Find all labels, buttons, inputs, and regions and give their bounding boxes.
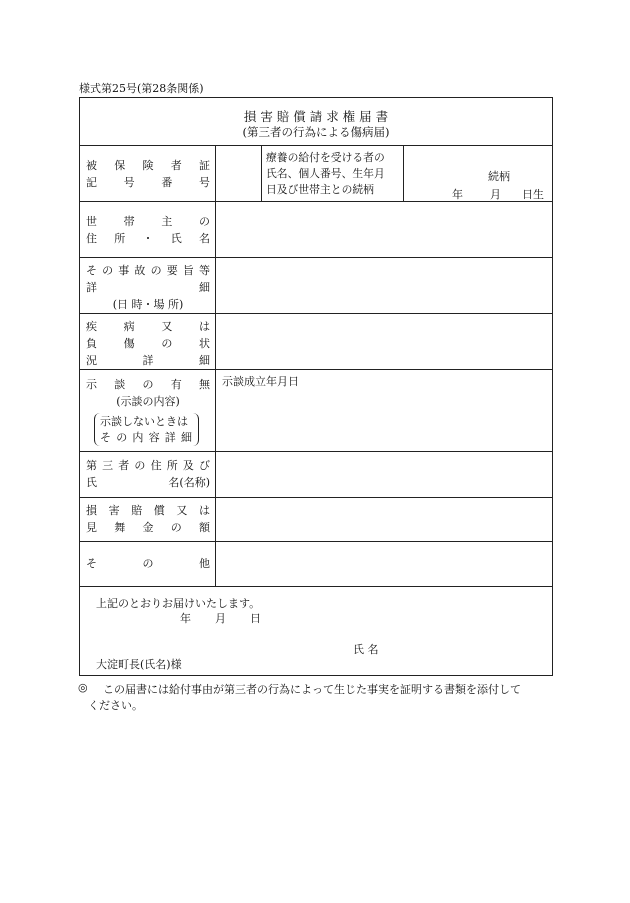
other-label: そ の 他 [86, 557, 210, 570]
insured-number-field[interactable] [216, 146, 261, 201]
submission-statement: 上記のとおりお届けいたします。 [96, 597, 261, 610]
settlement-note: 示談しないときは そ の 内 容 詳 細 [100, 415, 192, 444]
compensation-field[interactable] [216, 498, 552, 541]
recipient-label: 療養の給付を受ける者の 氏名、個人番号、生年月 日及び世帯主との続柄 [266, 151, 385, 196]
injury-condition-label: 疾 病 又 は 負 傷 の 状 況 詳 細 [86, 320, 210, 367]
table-border-right [552, 97, 553, 676]
injury-condition-field[interactable] [216, 314, 552, 369]
settlement-label: 示 談 の 有 無 (示談の内容) [86, 378, 210, 408]
accident-summary-field[interactable] [216, 258, 552, 313]
form-subtitle: (第三者の行為による傷病届) [242, 125, 390, 139]
table-border-top [79, 97, 553, 98]
note-line-1: この届書には給付事由が第三者の行為によって生じた事実を証明する書類を添付して [103, 683, 521, 696]
note-line-2: ください。 [88, 699, 143, 712]
table-border-bottom [79, 675, 553, 676]
submission-month-label: 月 [215, 612, 226, 625]
table-border-left [79, 97, 80, 676]
birth-day-label: 日生 [522, 188, 544, 201]
row-divider [79, 586, 553, 587]
addressee: 大淀町長(氏名)様 [96, 658, 182, 671]
applicant-name-field[interactable] [390, 638, 540, 656]
birth-year-label: 年 [452, 188, 463, 201]
settlement-date-label: 示談成立年月日 [222, 375, 299, 388]
birth-month-label: 月 [490, 188, 501, 201]
form-title: 損 害 賠 償 請 求 権 届 書 [243, 109, 389, 124]
recipient-field[interactable] [404, 146, 552, 201]
other-field[interactable] [216, 542, 552, 586]
accident-summary-label: そ の 事 故 の 要 旨 等 詳 細 (日 時・場 所) [86, 264, 210, 311]
submission-day-label: 日 [250, 612, 261, 625]
applicant-name-label: 氏 名 [353, 643, 379, 656]
note-symbol: ◎ [78, 681, 88, 694]
householder-label: 世 帯 主 の 住 所 ・ 氏 名 [86, 215, 210, 245]
form-number: 様式第25号(第28条関係) [79, 82, 204, 95]
settlement-field[interactable] [216, 370, 552, 451]
third-party-label: 第 三 者 の 住 所 及 び 氏 名(名称) [86, 459, 210, 489]
submission-year-label: 年 [180, 612, 191, 625]
insured-card-label: 被 保 険 者 証 記 号 番 号 [86, 159, 210, 189]
column-divider [261, 145, 262, 202]
third-party-field[interactable] [216, 452, 552, 497]
compensation-label: 損 害 賠 償 又 は 見 舞 金 の 額 [86, 504, 210, 534]
householder-field[interactable] [216, 202, 552, 257]
relation-label: 続柄 [488, 170, 510, 183]
